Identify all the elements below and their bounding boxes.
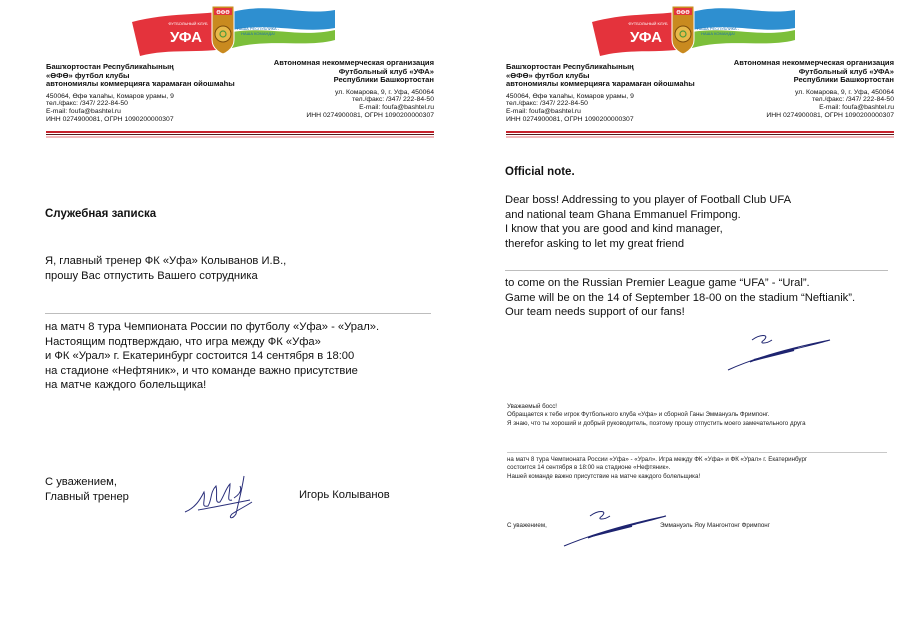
crest-sun-icon — [675, 26, 691, 42]
email-line: E-mail: foufa@bashtel.ru — [819, 103, 894, 111]
memo-paragraph-1 — [45, 254, 286, 283]
club-big-text: УФА — [169, 29, 203, 46]
org-name-line: «ӨФӨ» футбол клубы — [506, 70, 590, 80]
address-line: ул. Комарова, 9, г. Уфа, 450064 — [335, 88, 434, 96]
org-name-line: Футбольный клуб «УФА» — [798, 66, 894, 76]
letterhead-right-block — [274, 59, 434, 119]
text-line: на матч 8 тура Чемпионата России по футболу «Уфа» - «Урал». — [45, 321, 380, 333]
fill-in-line — [507, 452, 887, 453]
text-line: Game will be on the 14 of September 18-00 on the stadium “Neftianik”. — [505, 291, 856, 304]
signature-stroke — [754, 350, 794, 360]
email-line: E-mail: foufa@bashtel.ru — [506, 107, 581, 115]
closing-line: С уважением, — [45, 476, 117, 488]
signature-icon — [180, 470, 265, 525]
letterhead-right-block — [734, 59, 894, 119]
text-line: Настоящим подтверждаю, что игра между ФК «Уфа» — [45, 335, 321, 348]
crest-text: ӨФӨ — [676, 10, 690, 16]
club-banner-logo — [130, 4, 335, 56]
signature-stroke — [185, 476, 252, 518]
crest-sun-icon — [215, 26, 231, 42]
header-divider — [46, 131, 434, 133]
letterhead-left-block — [506, 63, 695, 123]
org-name-line: Республики Башкортостан — [333, 75, 434, 85]
org-name-line: «ӨФӨ» футбол клубы — [46, 70, 130, 80]
phone-line: тел./факс: /347/ 222-84-50 — [506, 100, 588, 108]
club-big-text: УФА — [629, 29, 663, 46]
text-line: Our team needs support of our fans! — [505, 306, 685, 319]
text-line: на матче каждого болельщика! — [45, 379, 207, 392]
header-divider — [46, 136, 434, 138]
registration-line: ИНН 0274900081, ОГРН 1090200000307 — [306, 111, 434, 119]
fill-in-line — [505, 270, 888, 271]
slogan-line-1: НАША РЕСПУБЛИКА - — [236, 26, 280, 31]
note-title: Official note. — [505, 166, 575, 178]
org-name-line: Автономная некоммерческая организация — [733, 58, 894, 67]
text-line: I know that you are good and kind manager, — [505, 223, 723, 236]
org-name-line: автономиялы коммерцияға ҡарамаған ойошмаһы — [46, 79, 235, 89]
closing-block — [45, 475, 129, 504]
text-line: на матч 8 тура Чемпионата России «Уфа» - «Урал». Игра между ФК «Уфа» и ФК «Урал» г. Екатеринбург — [507, 456, 808, 463]
phone-line: тел./факс: /347/ 222-84-50 — [352, 96, 434, 104]
text-line: to come on the Russian Premier League game “UFA” - “Ural”. — [505, 277, 810, 289]
text-line: and national team Ghana Emmanuel Frimpong. — [505, 208, 741, 221]
header-divider — [506, 136, 894, 138]
club-small-text: ФУТБОЛЬНЫЙ КЛУБ — [168, 21, 208, 26]
note-paragraph-2 — [505, 276, 855, 320]
org-name-line: Футбольный клуб «УФА» — [338, 66, 434, 76]
header-divider — [506, 131, 894, 133]
signature-icon — [720, 330, 835, 372]
text-line: на стадионе «Нефтяник», и что команде важно присутствие — [45, 364, 358, 377]
registration-line: ИНН 0274900081, ОГРН 1090200000307 — [506, 115, 634, 123]
note-paragraph-1 — [505, 193, 791, 251]
org-name-line: Республики Башкортостан — [793, 75, 894, 85]
header-divider — [506, 134, 894, 135]
letterhead-left-block — [46, 63, 235, 123]
phone-line: тел./факс: /347/ 222-84-50 — [812, 96, 894, 104]
translation-paragraph-2 — [507, 456, 807, 481]
phone-line: тел./факс: /347/ 222-84-50 — [46, 100, 128, 108]
text-line: Уважаемый босс! — [507, 403, 558, 410]
text-line: Обращается к тебе игрок Футбольного клуба «Уфа» и сборной Ганы Эммануэль Фримпонг. — [507, 411, 770, 419]
signature-stroke — [592, 526, 632, 536]
letter-page-english — [460, 0, 920, 644]
signer-name: Эммануэль Яоу Мангонтонг Фримпонг — [660, 522, 770, 529]
slogan-line-1: НАША РЕСПУБЛИКА - — [696, 26, 740, 31]
org-name-line: Башҡортостан Республикаһының — [46, 62, 174, 71]
signer-name: Игорь Колыванов — [299, 489, 390, 501]
club-small-text: ФУТБОЛЬНЫЙ КЛУБ — [628, 21, 668, 26]
text-line: Я, главный тренер ФК «Уфа» Колыванов И.В., — [45, 255, 287, 267]
text-line: состоится 14 сентября в 18:00 на стадионе «Нефтяник». — [507, 464, 671, 472]
slogan-line-2: НАША КОМАНДА! — [701, 31, 735, 36]
slogan-line-2: НАША КОМАНДА! — [241, 31, 275, 36]
club-banner-logo — [590, 4, 795, 56]
org-name-line: автономиялы коммерцияға ҡарамаған ойошмаһы — [506, 79, 695, 89]
fill-in-line — [45, 313, 431, 314]
memo-title: Служебная записка — [45, 208, 157, 220]
org-name-line: Автономная некоммерческая организация — [273, 58, 434, 67]
registration-line: ИНН 0274900081, ОГРН 1090200000307 — [766, 111, 894, 119]
registration-line: ИНН 0274900081, ОГРН 1090200000307 — [46, 115, 174, 123]
address-line: 450064, Өфө ҡалаһы, Комаров урамы, 9 — [506, 92, 634, 100]
memo-paragraph-2 — [45, 320, 379, 393]
text-line: Dear boss! Addressing to you player of Football Club UFA — [505, 194, 792, 206]
text-line: и ФК «Урал» г. Екатеринбург состоится 14 сентября в 18:00 — [45, 350, 355, 363]
address-line: ул. Комарова, 9, г. Уфа, 450064 — [795, 88, 894, 96]
translation-paragraph-1 — [507, 403, 806, 428]
closing-line: Главный тренер — [45, 490, 129, 503]
org-name-line: Башҡортостан Республикаһының — [506, 62, 634, 71]
email-line: E-mail: foufa@bashtel.ru — [359, 103, 434, 111]
text-line: прошу Вас отпустить Вашего сотрудника — [45, 269, 258, 282]
closing-line: С уважением, — [507, 522, 547, 529]
signature-stroke — [564, 512, 666, 547]
signature-icon — [558, 506, 670, 548]
address-line: 450064, Өфө ҡалаһы, Комаров урамы, 9 — [46, 92, 174, 100]
text-line: Нашей команде важно присутствие на матче каждого болельщика! — [507, 472, 701, 480]
text-line: Я знаю, что ты хороший и добрый руководитель, поэтому прошу отпустить моего замечательного друга — [507, 419, 806, 427]
crest-text: ӨФӨ — [216, 10, 230, 16]
text-line: therefor asking to let my great friend — [505, 237, 685, 250]
header-divider — [46, 134, 434, 135]
email-line: E-mail: foufa@bashtel.ru — [46, 107, 121, 115]
